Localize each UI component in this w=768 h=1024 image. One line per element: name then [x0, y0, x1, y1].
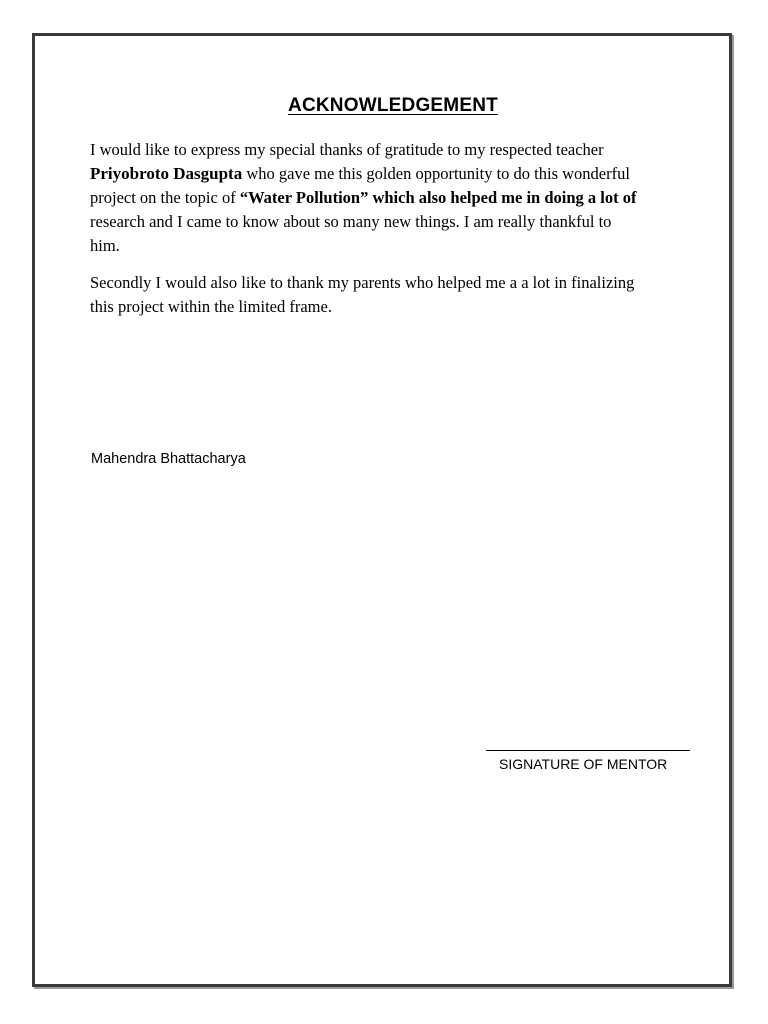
paragraph-1-line-3 — [90, 186, 675, 210]
project-topic: “Water Pollution” which also helped me in doing a lot of — [239, 188, 637, 207]
teacher-name: Priyobroto Dasgupta — [90, 164, 243, 183]
paragraph-1-line-3-start: project on the topic of — [90, 188, 240, 207]
paragraph-1-line-2-rest: who gave me this golden opportunity to do this wonderful — [242, 164, 630, 183]
student-name: Mahendra Bhattacharya — [91, 451, 246, 467]
signature-label: SIGNATURE OF MENTOR — [499, 756, 668, 772]
paragraph-1-line-4: research and I came to know about so many new things. I am really thankful to — [90, 212, 612, 231]
page-title: ACKNOWLEDGEMENT — [288, 95, 498, 116]
paragraph-1-line-5: him. — [90, 236, 120, 255]
acknowledgement-paragraph-2 — [90, 271, 675, 319]
paragraph-2-line-1: Secondly I would also like to thank my parents who helped me a a lot in finalizing — [90, 273, 635, 292]
paragraph-1-line-1: I would like to express my special thanks of gratitude to my respected teacher — [90, 140, 604, 159]
signature-line — [486, 750, 690, 751]
paragraph-2-line-2: this project within the limited frame. — [90, 297, 332, 316]
acknowledgement-paragraph-1 — [90, 138, 675, 258]
paragraph-1-line-2 — [90, 162, 675, 186]
